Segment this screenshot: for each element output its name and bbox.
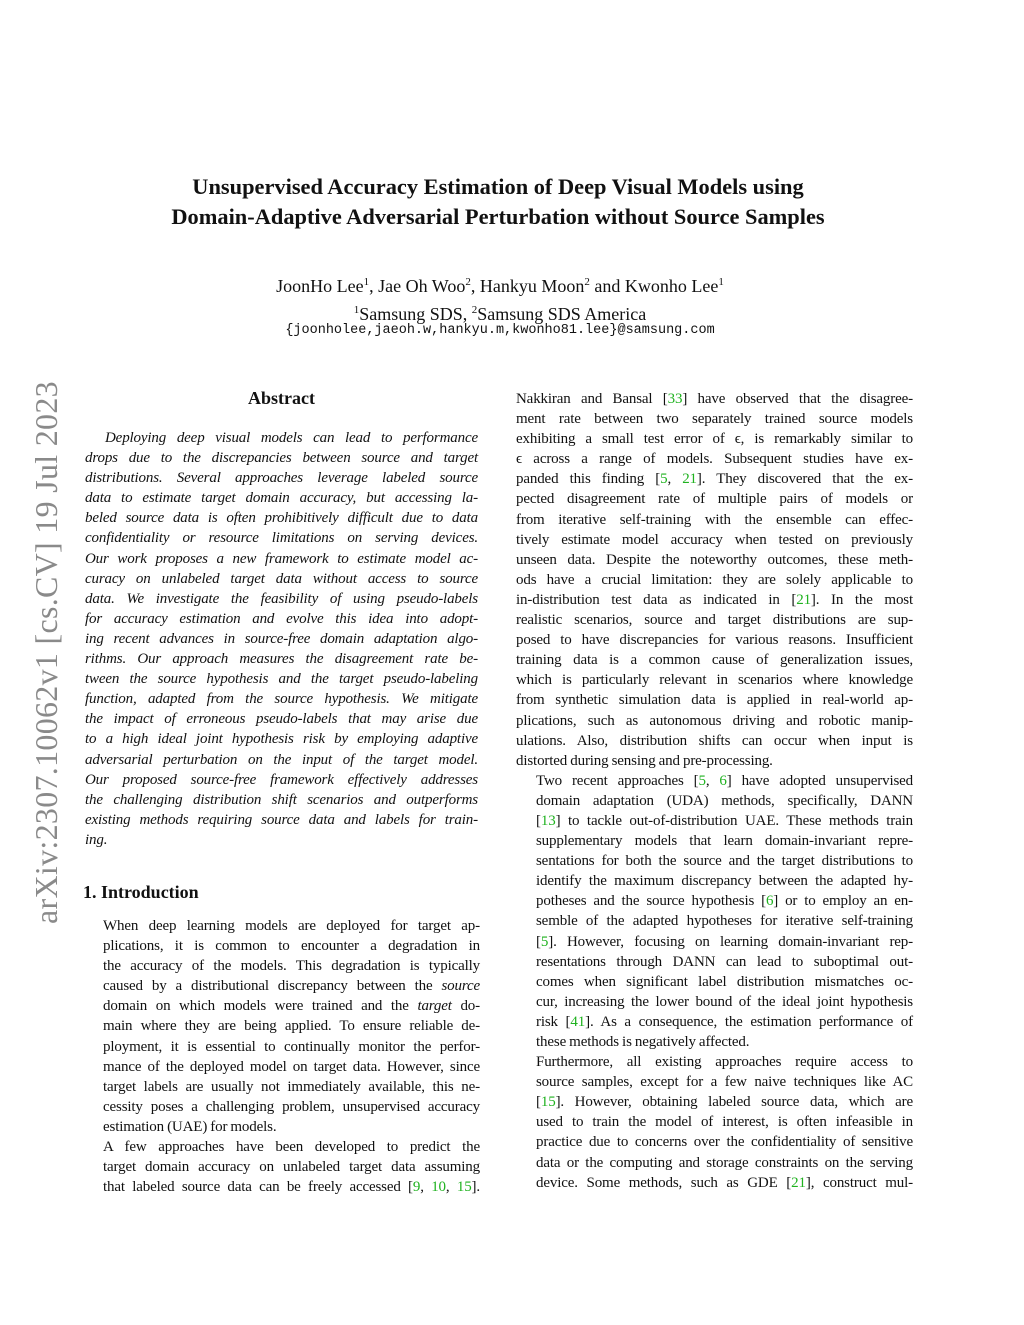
right-column — [516, 389, 913, 1193]
abstract-line: Our proposed source-free framework effectively addresses — [85, 771, 478, 788]
citation-link[interactable]: 21 — [791, 1174, 806, 1191]
citation-link[interactable]: 6 — [719, 772, 727, 789]
right-paragraph-2: Two recent approaches [5, 6] have adopted unsupervised domain adaptation (UDA) methods, specifically, DANN [13] to tackle out-of-distribution UAE. These methods train supplementary models that learn domain-invariant repre- sentations for both the source and the target distributions to identify the maximum discrepancy between the adapted hy- potheses and the source hypothesis [6] or to employ an en- semble of the adapted hypotheses for iterative self-training [5]. However, focusing on learning domain-invariant rep- resentations through DANN can lead to suboptimal out- comes when significant label distribution mismatches oc- cur, increasing the lower bound of the ideal joint hypothesis risk [41]. As a consequence, the estimation performance of these methods is negatively affected. — [536, 772, 914, 1050]
abstract-line: Our work proposes a new framework to estimate model ac- — [85, 550, 478, 567]
abstract-line: rithms. Our approach measures the disagreement rate be- — [85, 651, 478, 668]
section-heading-introduction: 1. Introduction — [83, 881, 199, 902]
citation-link[interactable]: 21 — [796, 591, 811, 608]
author-name: Jae Oh Woo — [378, 276, 466, 296]
citation-link[interactable]: 15 — [456, 1179, 472, 1196]
citation-link[interactable]: 15 — [540, 1094, 556, 1111]
abstract-line: Deploying deep visual models can lead to performance — [105, 430, 478, 446]
right-paragraph-1: Nakkiran and Bansal [33] have observed that the disagree- ment rate between two separately trained source models exhibiting a small test error of ϵ, is remarkably similar to ϵ across a range of models. Subsequent studies have ex- panded this finding [5, 21]. They discovered that the ex- pected disagreement rate of multiple pairs of models or from iterative self-training with the ensemble can effec- tively estimate model accuracy when tested on previously unseen data. Despite the noteworthy outcomes, these meth- ods have a crucial limitation: they are solely applicable to in-distribution test data as indicated in [21]. In the most realistic scenarios, source and target distributions are sup- posed to have discrepancies for various reasons. Insufficient training data is a common cause of generalization issues, which is particularly relevant in scenarios where knowledge from synthetic simulation data is applied in real-world ap- plications, such as autonomous driving and robotic manip- ulations. Also, distribution shifts can occur when input is distorted during sensing and pre-processing. — [516, 391, 914, 769]
citation-link[interactable]: 21 — [682, 471, 697, 488]
abstract-line: confidentiality or resource limitations on serving devices. — [85, 530, 478, 547]
abstract-line: ing. — [85, 831, 108, 848]
abstract-heading: Abstract — [248, 388, 315, 408]
title-line-1: Unsupervised Accuracy Estimation of Deep Visual Models using — [192, 174, 804, 199]
abstract-line: adversarial perturbation on the input of the target model. — [85, 751, 478, 768]
left-column — [83, 386, 480, 1197]
citation-link[interactable]: 5 — [698, 772, 706, 789]
author-name: Kwonho Lee — [624, 276, 719, 296]
abstract-line: data to estimate target domain accuracy, but accessing la- — [85, 490, 478, 507]
abstract-line: beled source data is often prohibitively difficult due to data — [85, 510, 478, 527]
abstract-line: the challenging distribution shift scenarios and outperforms — [85, 791, 478, 808]
intro-paragraph-1: When deep learning models are deployed for target ap- plications, it is common to encounter a degradation in the accuracy of the models. This degradation is typically caused by a distributional discrepancy between the source domain on which models were trained and the target do- main where they are being applied. To ensure reliable de- ployment, it is essential to continually monitor the perfor- mance of the deployed model on target data. However, since target labels are usually not immediately available, this ne- cessity poses a challenging problem, unsupervised accuracy estimation (UAE) for models. — [103, 917, 480, 1135]
abstract-line: ing recent advances in source-free domain adaptation algo- — [85, 630, 478, 647]
citation-link[interactable]: 5 — [660, 471, 668, 488]
citation-link[interactable]: 33 — [667, 391, 683, 407]
citation-link[interactable]: 13 — [540, 812, 556, 829]
abstract-line: drops due to the discrepancies between source and target — [85, 450, 478, 467]
author-name: JoonHo Lee — [276, 276, 364, 296]
paper-title — [100, 172, 896, 232]
author-block — [150, 270, 850, 326]
author-name: Hankyu Moon — [479, 276, 585, 296]
citation-link[interactable]: 10 — [431, 1179, 446, 1196]
affiliations: $^1$Samsung SDS, $^2$Samsung SDS America — [353, 304, 647, 324]
abstract-line: tween the source hypothesis and the target pseudo-labeling — [85, 671, 478, 688]
title-line-2: Domain-Adaptive Adversarial Perturbation without Source Samples — [171, 204, 825, 229]
author-list: JoonHo Lee$^1$, Jae Oh Woo$^2$, Hankyu Moon$^2$ and Kwonho Lee$^1$ — [276, 276, 724, 296]
citation-link[interactable]: 41 — [570, 1013, 586, 1030]
arxiv-stamp: arXiv:2307.10062v1 [cs.CV] 19 Jul 2023 — [27, 380, 64, 924]
abstract-line: distributions. Several approaches leverage labeled source — [85, 470, 478, 487]
abstract-line: for accuracy estimation and evolve this idea into adopt- — [85, 610, 478, 627]
abstract-line: function, adapted from the source hypothesis. We mitigate — [85, 691, 478, 708]
abstract-line: to a high ideal joint hypothesis risk by employing adaptive — [85, 731, 478, 748]
author-emails: {joonholee,jaeoh.w,hankyu.m,kwonho81.lee}@samsung.com — [285, 323, 715, 338]
intro-paragraph-2: A few approaches have been developed to predict the target domain accuracy on unlabeled target data assuming that labeled source data can be freely accessed [9, 10, 15]. — [103, 1139, 480, 1196]
abstract-line: existing methods requiring source data and labels for train- — [85, 811, 478, 828]
abstract-line: data. We investigate the feasibility of using pseudo-labels — [85, 590, 478, 607]
abstract-body — [83, 428, 480, 850]
citation-link[interactable]: 5 — [540, 933, 549, 950]
citation-link[interactable]: 9 — [412, 1179, 421, 1196]
abstract-line: the impact of erroneous pseudo-labels that may arise due — [85, 711, 478, 728]
citation-link[interactable]: 6 — [765, 893, 774, 910]
abstract-line: curacy on unlabeled target data without access to source — [85, 570, 478, 587]
right-paragraph-3: Furthermore, all existing approaches require access to source samples, except for a few naive techniques like AC [15]. However, obtaining labeled source data, which are used to train the model of interest, is often infeasible in practice due to concerns over the confidentiality of sensitive data or the computing and storage constraints on the serving device. Some methods, such as GDE [21], construct mul- — [536, 1054, 913, 1191]
